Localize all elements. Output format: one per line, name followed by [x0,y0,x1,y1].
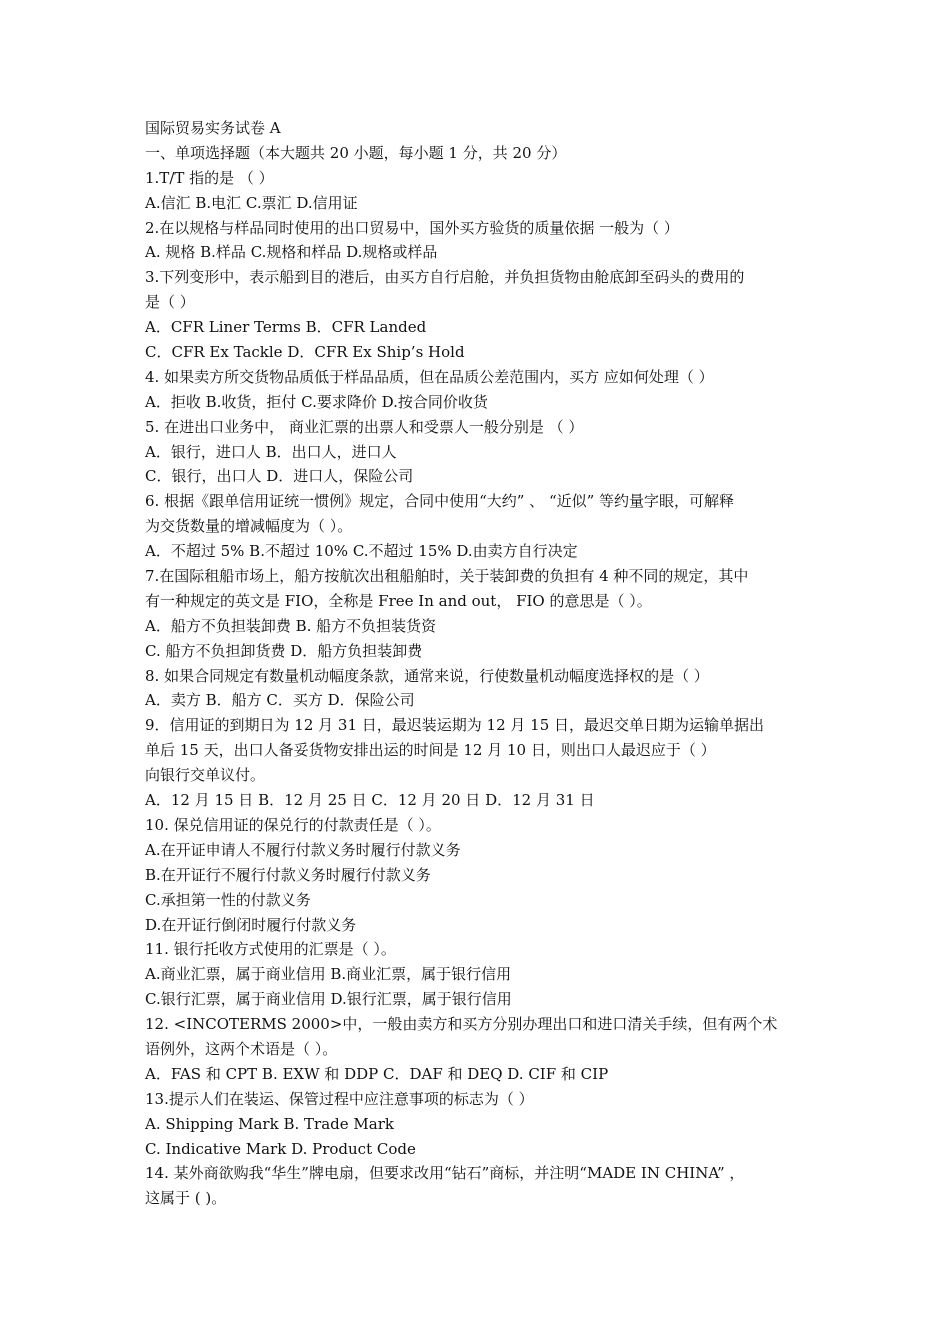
options-line: A.信汇 B.电汇 C.票汇 D.信用证 [145,193,358,212]
options-line: B.在开证行不履行付款义务时履行付款义务 [145,865,431,884]
question-line: 单后 15 天，出口人备妥货物安排出运的时间是 12 月 10 日，则出口人最迟应于（ ） [145,741,716,760]
options-line: A．拒收 B.收货，拒付 C.要求降价 D.按合同价收货 [145,392,488,411]
options-line: C.银行汇票，属于商业信用 D.银行汇票，属于银行信用 [145,990,512,1009]
options-line: A．船方不负担装卸费 B. 船方不负担装货资 [145,616,437,635]
question-line: 12. <INCOTERMS 2000>中，一般由卖方和买方分别办理出口和进口清关手续，但有两个术 [145,1015,778,1034]
options-line: C. 船方不负担卸货费 D．船方负担装卸费 [145,641,423,660]
options-line: A. Shipping Mark B. Trade Mark [145,1114,394,1133]
options-line: A.在开证申请人不履行付款义务时履行付款义务 [145,840,461,859]
options-line: C．CFR Ex Tackle D．CFR Ex Ship’s Hold [145,343,465,362]
options-line: A．CFR Liner Terms B．CFR Landed [145,318,427,337]
options-line: A.商业汇票，属于商业信用 B.商业汇票，属于银行信用 [145,965,512,984]
question-line: 是（ ） [145,293,195,312]
question-line: 向银行交单议付。 [145,766,266,785]
question-line: 有一种规定的英文是 FIO，全称是 Free In and out， FIO 的意思是（ ）。 [145,591,652,610]
question-line: 14. 某外商欲购我“华生”牌电扇，但要求改用“钻石”商标，并注明“MADE IN CHINA” ， [145,1164,745,1183]
question-line: 13.提示人们在装运、保管过程中应注意事项的标志为（ ） [145,1089,534,1108]
exam-text-body [145,116,815,1211]
question-line: 7.在国际租船市场上，船方按航次出租船舶时，关于装卸费的负担有 4 种不同的规定，其中 [145,567,749,586]
question-line: 5. 在进出口业务中， 商业汇票的出票人和受票人一般分别是 （ ） [145,417,584,436]
question-line: 2.在以规格与样品同时使用的出口贸易中，国外买方验货的质量依据 一般为（ ） [145,218,679,237]
options-line: A．FAS 和 CPT B. EXW 和 DDP C．DAF 和 DEQ D. CIF 和 CIP [145,1064,609,1083]
section-heading: 一、单项选择题（本大题共 20 小题，每小题 1 分，共 20 分） [145,143,567,162]
options-line: A．12 月 15 日 B．12 月 25 日 C．12 月 20 日 D．12 月 31 日 [145,791,595,810]
exam-title: 国际贸易实务试卷 A [145,119,281,137]
question-line: 这属于 ( )。 [145,1189,227,1208]
question-line: 1.T/T 指的是 （ ） [145,168,274,187]
options-line: D.在开证行倒闭时履行付款义务 [145,915,357,934]
options-line: A．银行，进口人 B．出口人，进口人 [145,442,397,461]
question-line: 3.下列变形中，表示船到目的港后，由买方自行启舱，并负担货物由舱底卸至码头的费用的 [145,268,745,287]
options-line: C. Indicative Mark D. Product Code [145,1139,416,1158]
options-line: A. 规格 B.样品 C.规格和样品 D.规格或样品 [145,243,438,262]
options-line: A．不超过 5% B.不超过 10% C.不超过 15% D.由卖方自行决定 [145,542,578,561]
question-line: 6. 根据《跟单信用证统一惯例》规定，合同中使用“大约” 、 “近似” 等约量字眼，可解释 [145,492,735,511]
question-line: 为交货数量的增减幅度为（ ）。 [145,517,353,536]
options-line: C．银行，出口人 D．进口人，保险公司 [145,467,414,486]
options-line: A．卖方 B．船方 C．买方 D．保险公司 [145,691,415,710]
question-line: 9．信用证的到期日为 12 月 31 日，最迟装运期为 12 月 15 日，最迟交单日期为运输单据出 [145,716,765,735]
options-line: C.承担第一性的付款义务 [145,890,311,909]
question-line: 语例外，这两个术语是（ ）。 [145,1039,338,1058]
question-line: 11. 银行托收方式使用的汇票是（ ）。 [145,940,396,959]
question-line: 10. 保兑信用证的保兑行的付款责任是（ ）。 [145,815,441,834]
question-line: 8. 如果合同规定有数量机动幅度条款，通常来说，行使数量机动幅度选择权的是（ ） [145,666,709,685]
question-line: 4. 如果卖方所交货物品质低于样品品质，但在品质公差范围内，买方 应如何处理（ ） [145,367,714,386]
